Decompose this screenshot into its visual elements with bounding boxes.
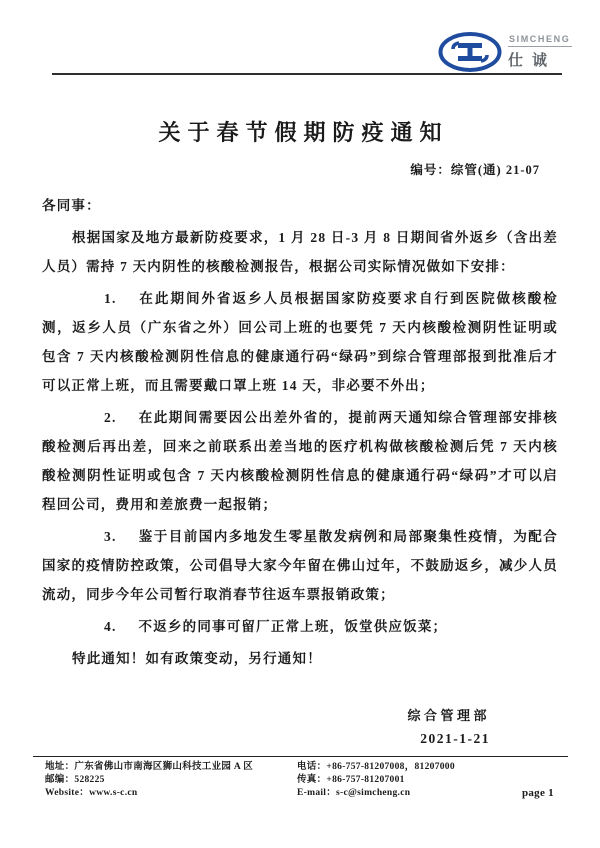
footer-row-2 xyxy=(45,774,568,787)
company-name-en: SIMCHENG xyxy=(508,34,572,47)
footer-email-label: E-mail： xyxy=(297,787,337,798)
footer-website xyxy=(45,787,297,800)
notice-item-1 xyxy=(42,284,558,400)
salutation: 各同事： xyxy=(42,198,101,213)
item-text: 在此期间外省返乡人员根据国家防疫要求自行到医院做核酸检测，返乡人员（广东省之外）回公司上班的也要凭 7 天内核酸检测阴性证明或包含 7 天内核酸检测阴性信息的健康通行码“绿码”到综合管理部报到批准后才可以正常上班，而且需要戴口罩上班 14 天，非必要不外出； xyxy=(42,291,558,393)
footer-website-value: www.s-c.cn xyxy=(89,787,138,798)
footer-phone-value: +86-757-81207008，81207000 xyxy=(326,762,455,772)
item-text: 不返乡的同事可留厂正常上班，饭堂供应饭菜； xyxy=(138,619,448,634)
company-name-cn: 仕诚 xyxy=(508,53,557,69)
company-name-block xyxy=(508,34,572,70)
company-logo-icon xyxy=(437,31,503,73)
notice-item-3 xyxy=(42,522,558,609)
footer-phone-label: 电话： xyxy=(297,762,327,772)
doc-number: 编号：综管(通) 21-07 xyxy=(410,163,540,177)
footer-fax xyxy=(297,774,568,787)
footer-fax-value: +86-757-81207001 xyxy=(326,774,405,785)
item-number: 1. xyxy=(104,291,117,306)
item-number: 2. xyxy=(104,410,117,425)
footer-row-3 xyxy=(45,787,568,800)
item-number: 3. xyxy=(104,529,117,544)
notice-item-4 xyxy=(42,612,558,641)
footer-phone xyxy=(297,761,568,774)
footer-address xyxy=(45,761,297,774)
item-number: 4. xyxy=(104,619,117,634)
footer-address-value: 广东省佛山市南海区狮山科技工业园 A 区 xyxy=(74,762,253,772)
company-logo xyxy=(437,31,572,73)
header-divider xyxy=(52,73,562,75)
closing-paragraph: 特此通知！如有政策变动，另行通知！ xyxy=(72,651,322,666)
footer-zip-label: 邮编： xyxy=(45,774,75,785)
footer-fax-label: 传真： xyxy=(297,774,327,785)
notice-body xyxy=(42,191,558,676)
footer-email-value: s-c@simcheng.cn xyxy=(336,787,411,798)
footer xyxy=(45,761,568,799)
intro-paragraph: 根据国家及地方最新防疫要求，1 月 28 日-3 月 8 日期间省外返乡（含出差人员）需持 7 天内阴性的核酸检测报告，根据公司实际情况做如下安排： xyxy=(42,230,558,274)
footer-address-label: 地址： xyxy=(45,762,75,772)
footer-zip xyxy=(45,774,297,787)
signature-department: 综合管理部 xyxy=(407,708,490,723)
footer-email xyxy=(297,787,522,800)
signature-date: 2021-1-21 xyxy=(420,731,490,746)
footer-divider xyxy=(33,756,568,757)
item-text: 鉴于目前国内多地发生零星散发病例和局部聚集性疫情，为配合国家的疫情防控政策，公司倡导大家今年留在佛山过年，不鼓励返乡，减少人员流动，同步今年公司暂行取消春节往返车票报销政策； xyxy=(42,529,558,602)
footer-row-1 xyxy=(45,761,568,774)
notice-item-2 xyxy=(42,403,558,519)
footer-zip-value: 528225 xyxy=(74,774,105,785)
page-title: 关于春节假期防疫通知 xyxy=(158,120,449,145)
item-text: 在此期间需要因公出差外省的，提前两天通知综合管理部安排核酸检测后再出差，回来之前联系出差当地的医疗机构做核酸检测后凭 7 天内核酸检测阴性证明或包含 7 天内核酸检测阴性信息的健康通行码“绿码”才可以启程回公司，费用和差旅费一起报销； xyxy=(42,410,558,512)
page-number: page 1 xyxy=(521,786,554,799)
footer-website-label: Website： xyxy=(45,787,90,798)
